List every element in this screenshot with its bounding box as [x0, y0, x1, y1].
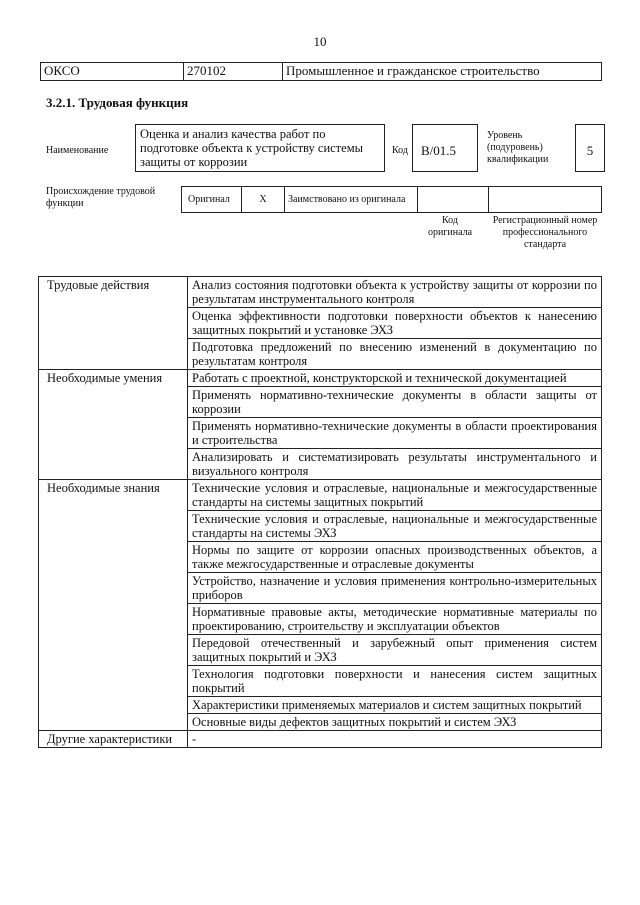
skill-item: Работать с проектной, конструкторской и технической документацией — [188, 370, 602, 387]
origin-label: Происхождение трудовой функции — [46, 186, 156, 209]
okso-table — [40, 62, 602, 81]
knowledge-item: Нормы по защите от коррозии опасных производственных объектов, а также межгосударственные и отраслевые документы — [188, 542, 602, 573]
registration-number-caption: Регистрационный номер профессионального стандарта — [492, 215, 598, 250]
labor-action-item: Анализ состояния подготовки объекта к устройству защиты от коррозии по результатам инструментального контроля — [188, 277, 602, 308]
labor-actions-label: Трудовые действия — [39, 277, 188, 370]
qualification-level-value: 5 — [575, 124, 605, 172]
knowledge-label: Необходимые знания — [39, 480, 188, 731]
origin-table — [181, 186, 602, 213]
function-code-label: Код — [392, 145, 408, 156]
skill-item: Применять нормативно-технические документы в области проектирования и строительства — [188, 418, 602, 449]
origin-row — [182, 187, 602, 213]
function-name-label: Наименование — [46, 145, 109, 156]
section-title: 3.2.1. Трудовая функция — [46, 95, 189, 110]
okso-name: Промышленное и гражданское строительство — [283, 63, 602, 81]
qualification-level-label: Уровень (подуровень) квалификации — [487, 130, 549, 165]
table-row — [39, 731, 602, 748]
labor-action-item: Оценка эффективности подготовки поверхности объектов к нанесению защитных покрытий и установке ЭХЗ — [188, 308, 602, 339]
table-row — [39, 370, 602, 387]
original-code-caption: Код оригинала — [427, 215, 473, 238]
original-mark: X — [242, 187, 285, 213]
function-name-value: Оценка и анализ качества работ по подготовке объекта к устройству системы защиты от коррозии — [135, 124, 385, 172]
knowledge-item: Технология подготовки поверхности и нанесения систем защитных покрытий — [188, 666, 602, 697]
labor-action-item: Подготовка предложений по внесению изменений в документацию по результатам контроля — [188, 339, 602, 370]
registration-number-cell — [489, 187, 602, 213]
knowledge-item: Устройство, назначение и условия применения контрольно-измерительных приборов — [188, 573, 602, 604]
knowledge-item: Основные виды дефектов защитных покрытий и систем ЭХЗ — [188, 714, 602, 731]
knowledge-item: Нормативные правовые акты, методические нормативные материалы по проектированию, строительству и эксплуатации объектов — [188, 604, 602, 635]
page-number: 10 — [313, 34, 327, 49]
skills-label: Необходимые умения — [39, 370, 188, 480]
borrowed-label: Заимствовано из оригинала — [285, 187, 418, 213]
skill-item: Анализировать и систематизировать результаты инструментального и визуального контроля — [188, 449, 602, 480]
skill-item: Применять нормативно-технические документы в области защиты от коррозии — [188, 387, 602, 418]
other-characteristics-label: Другие характеристики — [39, 731, 188, 748]
original-label: Оригинал — [182, 187, 242, 213]
table-row — [39, 277, 602, 308]
labor-function-table — [38, 276, 602, 748]
table-row — [39, 480, 602, 511]
function-code-value: В/01.5 — [412, 124, 478, 172]
okso-code: 270102 — [184, 63, 283, 81]
knowledge-item: Передовой отечественный и зарубежный опыт применения систем защитных покрытий и ЭХЗ — [188, 635, 602, 666]
knowledge-item: Технические условия и отраслевые, национальные и межгосударственные стандарты на системы защитных покрытий — [188, 480, 602, 511]
okso-row — [41, 63, 602, 81]
other-characteristics-value: - — [188, 731, 602, 748]
original-code-cell — [418, 187, 489, 213]
knowledge-item: Технические условия и отраслевые, национальные и межгосударственные стандарты на системы ЭХЗ — [188, 511, 602, 542]
knowledge-item: Характеристики применяемых материалов и систем защитных покрытий — [188, 697, 602, 714]
okso-label: ОКСО — [41, 63, 184, 81]
